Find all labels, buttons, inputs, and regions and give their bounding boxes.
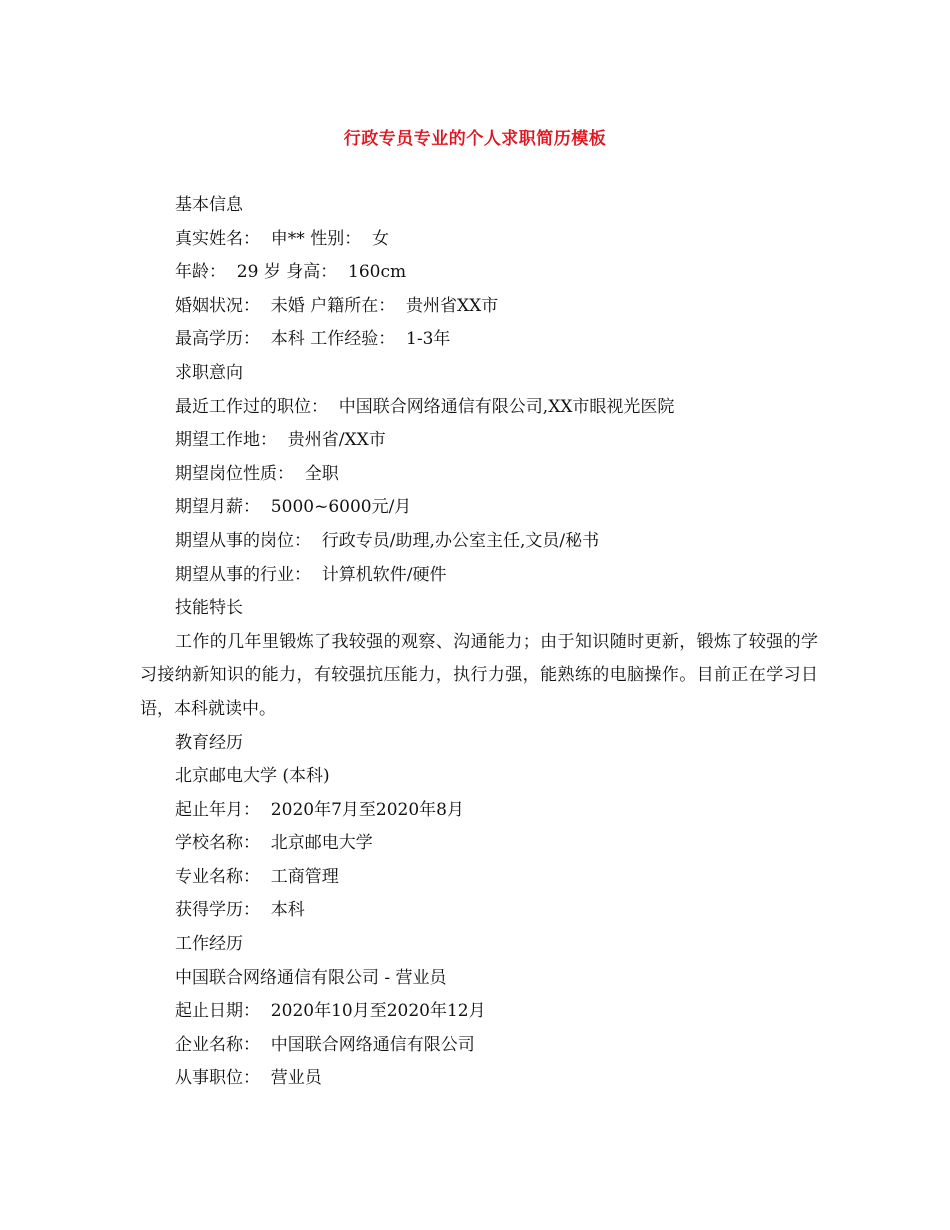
field-expected-position: 期望从事的岗位： 行政专员/助理,办公室主任,文员/秘书 bbox=[175, 530, 600, 551]
work-period: 起止日期： 2020年10月至2020年12月 bbox=[175, 1001, 486, 1022]
education-school-title: 北京邮电大学 (本科) bbox=[175, 766, 330, 787]
document-body bbox=[140, 189, 818, 1096]
education-school-name: 学校名称： 北京邮电大学 bbox=[175, 833, 373, 854]
work-position: 从事职位： 营业员 bbox=[175, 1068, 322, 1089]
education-major: 专业名称： 工商管理 bbox=[175, 866, 339, 887]
work-company-title: 中国联合网络通信有限公司 - 营业员 bbox=[175, 967, 447, 988]
section-heading-work: 工作经历 bbox=[175, 934, 243, 955]
field-recent-position: 最近工作过的职位： 中国联合网络通信有限公司,XX市眼视光医院 bbox=[175, 396, 675, 417]
section-heading-basic-info: 基本信息 bbox=[175, 195, 243, 215]
section-heading-job-intention: 求职意向 bbox=[175, 362, 243, 383]
skills-paragraph: 工作的几年里锻炼了我较强的观察、沟通能力；由于知识随时更新，锻炼了较强的学习接纳新知识的能力，有较强抗压能力，执行力强，能熟练的电脑操作。目前正在学习日语，本科就读中。 bbox=[140, 631, 818, 719]
field-marital-residence: 婚姻状况： 未婚 户籍所在： 贵州省XX市 bbox=[175, 295, 499, 316]
document-title: 行政专员专业的个人求职简历模板 bbox=[343, 129, 607, 149]
education-period: 起止年月： 2020年7月至2020年8月 bbox=[175, 799, 464, 820]
field-expected-location: 期望工作地： 贵州省/XX市 bbox=[175, 430, 386, 451]
field-education-experience: 最高学历： 本科 工作经验： 1-3年 bbox=[175, 329, 451, 350]
field-age-height: 年龄： 29 岁 身高： 160cm bbox=[175, 262, 407, 283]
section-heading-education: 教育经历 bbox=[175, 732, 243, 753]
field-expected-salary: 期望月薪： 5000~6000元/月 bbox=[175, 497, 412, 518]
field-job-type: 期望岗位性质： 全职 bbox=[175, 463, 339, 484]
field-expected-industry: 期望从事的行业： 计算机软件/硬件 bbox=[175, 564, 447, 585]
work-company-name: 企业名称： 中国联合网络通信有限公司 bbox=[175, 1034, 475, 1055]
education-degree: 获得学历： 本科 bbox=[175, 900, 305, 921]
field-name-gender: 真实姓名： 申** 性别： 女 bbox=[175, 228, 390, 249]
section-heading-skills: 技能特长 bbox=[175, 598, 243, 619]
